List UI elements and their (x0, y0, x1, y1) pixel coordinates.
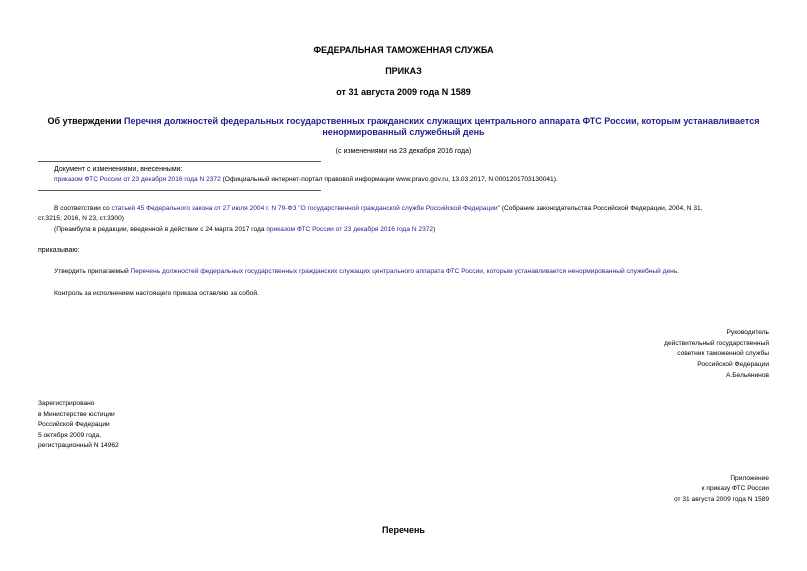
signature-line-3: советник таможенной службы (677, 350, 769, 357)
order-item-1 (54, 268, 679, 275)
registration-line-3: Российской Федерации (38, 421, 110, 428)
title-link-part1[interactable]: Перечня должностей федеральных государственных гражданских служащих центрального аппарата ФТС России, которым устанавливается (124, 116, 760, 126)
appendix-line-3: от 31 августа 2009 года N 1589 (674, 496, 769, 503)
document-title-line1 (0, 116, 807, 126)
preamble-note-tail: ) (433, 226, 436, 233)
registration-line-4: 5 октября 2009 года, (38, 432, 102, 439)
signature-line-4: Российской Федерации (697, 361, 769, 368)
changes-box-top-rule (38, 161, 321, 162)
preamble-tail: (Собрание законодательства Российской Федерации, 2004, N 31, (499, 205, 703, 212)
registration-number: регистрационный N 14962 (38, 442, 119, 449)
preamble-note-link[interactable]: приказом ФТС России от 23 декабря 2016 года N 2372 (266, 226, 434, 233)
document-date: от 31 августа 2009 года N 1589 (336, 87, 471, 97)
document-type: ПРИКАЗ (385, 66, 422, 76)
order-item-2: Контроль за исполнением настоящего приказа оставляю за собой. (54, 290, 259, 297)
preamble-line1 (54, 205, 703, 212)
signature-line-1: Руководитель (726, 329, 769, 336)
item1-lead: Утвердить прилагаемый (54, 268, 131, 275)
preamble-note-lead: (Преамбула в редакции, введенной в действие с 24 марта 2017 года (54, 226, 267, 233)
title-prefix: Об утверждении (47, 116, 124, 126)
preamble-lead: В соответствии со (54, 205, 112, 212)
signature-name: А.Бельянинов (726, 372, 769, 379)
item1-tail: . (677, 268, 680, 275)
changes-line (54, 176, 558, 183)
item1-list-link[interactable]: Перечень должностей федеральных государственных гражданских служащих центрального аппарата ФТС России, которым устанавливается ненормированный служебный день (130, 268, 678, 275)
title-link-part2[interactable]: ненормированный служебный день (322, 127, 485, 137)
appendix-line-1: Приложение (730, 475, 769, 482)
changes-heading: Документ с изменениями, внесенными: (54, 166, 183, 173)
preamble-note (54, 226, 435, 233)
agency-name: ФЕДЕРАЛЬНАЯ ТАМОЖЕННАЯ СЛУЖБА (313, 45, 494, 55)
appendix-line-2: к приказу ФТС России (701, 485, 769, 492)
signature-line-2: действительный государственный (664, 340, 769, 347)
registration-line-2: в Министерстве юстиции (38, 411, 115, 418)
changes-link[interactable]: приказом ФТС России от 23 декабря 2016 года N 2372 (54, 176, 221, 183)
preamble-line2: ст.3215; 2016, N 23, ст.3300) (38, 215, 124, 222)
preamble-law-link[interactable]: статьей 45 Федерального закона от 27 июля 2004 г. N 79-ФЗ "О государственной гражданской службе Российской Федерации" (111, 205, 500, 212)
registration-line-1: Зарегистрировано (38, 400, 95, 407)
revision-note: (с изменениями на 23 декабря 2016 года) (335, 148, 472, 155)
changes-box-bottom-rule (38, 190, 321, 191)
list-heading: Перечень (382, 525, 425, 535)
order-word: приказываю: (38, 247, 80, 254)
changes-rest: (Официальный интернет-портал правовой информации www.pravo.gov.ru, 13.03.2017, N 0001201703130041). (220, 176, 558, 183)
